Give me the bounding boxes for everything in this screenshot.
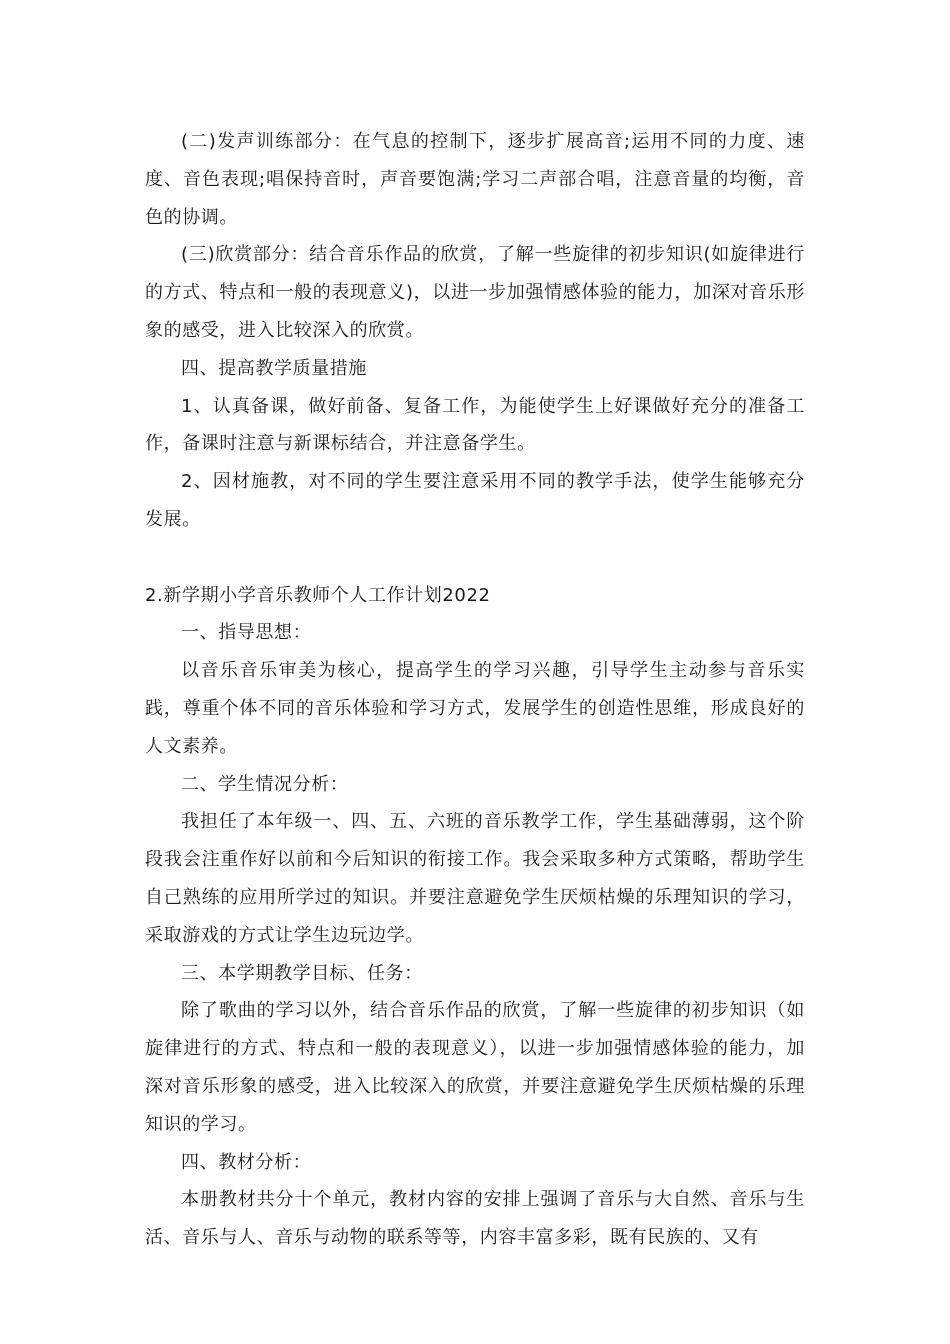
paragraph-textbook-analysis: 本册教材共分十个单元，教材内容的安排上强调了音乐与大自然、音乐与生活、音乐与人、音乐与动物的联系等等，内容丰富多彩，既有民族的、又有 [145, 1189, 805, 1249]
heading-quality-measures: 四、提高教学质量措施 [181, 357, 367, 379]
paragraph-goals: 除了歌曲的学习以外，结合音乐作品的欣赏，了解一些旋律的初步知识（如旋律进行的方式、特点和一般的表现意义），以进一步加强情感体验的能力，加深对音乐形象的感受，进入比较深入的欣赏，并要注意避免学生厌烦枯燥的乐理知识的学习。 [145, 1000, 805, 1135]
paragraph-appreciation: (三)欣赏部分：结合音乐作品的欣赏，了解一些旋律的初步知识(如旋律进行的方式、特点和一般的表现意义)，以进一步加强情感体验的能力，加深对音乐形象的感受，进入比较深入的欣赏。 [145, 244, 805, 341]
heading-goals: 三、本学期教学目标、任务： [181, 962, 423, 984]
section-gap [145, 539, 805, 577]
paragraph-measure-1: 1、认真备课，做好前备、复备工作，为能使学生上好课做好充分的准备工作，备课时注意与新课标结合，并注意备学生。 [145, 395, 805, 455]
paragraph-guiding-thought: 以音乐音乐审美为核心，提高学生的学习兴趣，引导学生主动参与音乐实践，尊重个体不同的音乐体验和学习方式，发展学生的创造性思维，形成良好的人文素养。 [145, 660, 805, 757]
heading-textbook-analysis: 四、教材分析： [181, 1151, 312, 1173]
heading-student-analysis: 二、学生情况分析： [181, 773, 349, 795]
paragraph-vocal-training: (二)发声训练部分：在气息的控制下，逐步扩展高音;运用不同的力度、速度、音色表现;唱保持音时，声音要饱满;学习二声部合唱，注意音量的均衡，音色的协调。 [145, 131, 805, 228]
paragraph-student-analysis: 我担任了本年级一、四、五、六班的音乐教学工作，学生基础薄弱，这个阶段我会注重作好以前和今后知识的衔接工作。我会采取多种方式策略，帮助学生自己熟练的应用所学过的知识。并要注意避免学生厌烦枯燥的乐理知识的学习，采取游戏的方式让学生边玩边学。 [145, 811, 805, 946]
section-title: 2.新学期小学音乐教师个人工作计划2022 [145, 584, 491, 606]
heading-guiding-thought: 一、指导思想： [181, 622, 312, 644]
paragraph-measure-2: 2、因材施教，对不同的学生要注意采用不同的教学手法，使学生能够充分发展。 [145, 471, 805, 530]
document-page [145, 123, 805, 1257]
